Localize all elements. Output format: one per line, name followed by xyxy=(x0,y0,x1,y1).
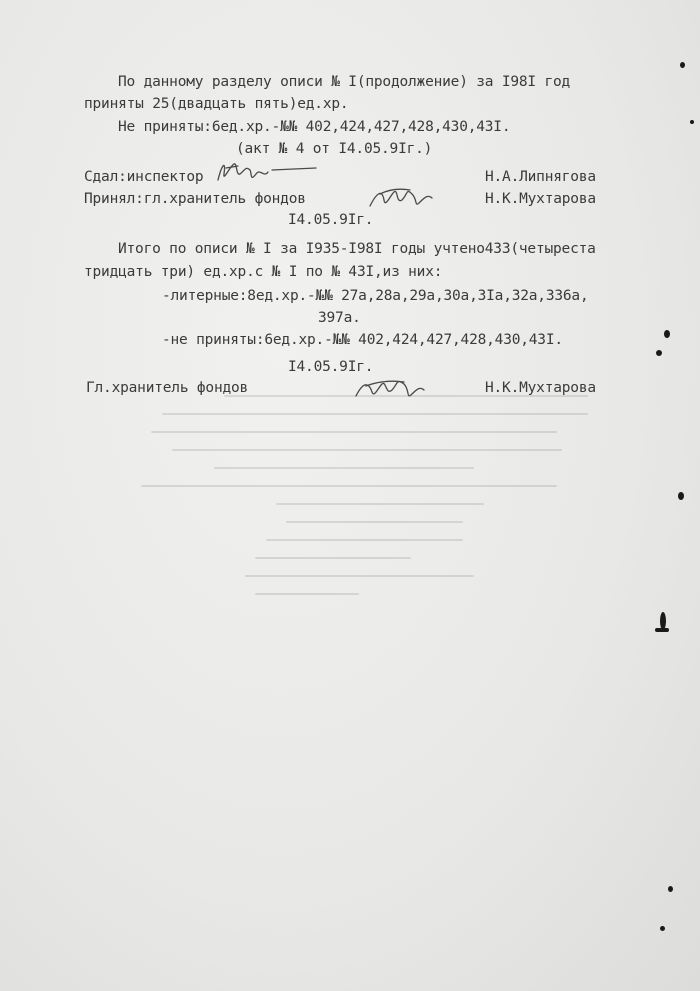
total-summary-line-1: Итого по описи № I за I935-I98I годы учтено433(четыреста xyxy=(118,241,596,257)
edge-mark xyxy=(664,330,670,338)
literal-items-line-2: 397а. xyxy=(318,310,361,326)
edge-mark xyxy=(680,62,685,68)
inspector-name: Н.А.Липнягова xyxy=(485,169,596,185)
received-by-name: Н.К.Мухтарова xyxy=(485,191,596,207)
edge-mark xyxy=(660,926,665,931)
not-accepted-line-2: -не приняты:6ед.хр.-№№ 402,424,427,428,430,43I. xyxy=(162,332,563,348)
inspector-signature xyxy=(212,156,322,188)
keeper-signature-1 xyxy=(362,180,437,214)
date-signed-1: I4.05.9Iг. xyxy=(288,212,374,228)
keeper-name: Н.К.Мухтарова xyxy=(485,380,596,396)
edge-mark xyxy=(690,120,694,124)
total-summary-line-2: тридцать три) ед.хр.с № I по № 43I,из них: xyxy=(84,264,443,280)
bleed-through-text xyxy=(120,395,640,755)
literal-items-line-1: -литерные:8ед.хр.-№№ 27а,28а,29а,30а,3Iа,32а,336а, xyxy=(162,288,589,304)
keeper-label: Гл.хранитель фондов xyxy=(86,380,249,396)
section-summary-line-1: По данному разделу описи № I(продолжение) за I98I год xyxy=(118,74,571,90)
keeper-signature-2 xyxy=(350,370,430,406)
edge-mark xyxy=(668,886,673,892)
not-accepted-line-1: Не приняты:6ед.хр.-№№ 402,424,427,428,430,43I. xyxy=(118,119,511,135)
binding-hole xyxy=(655,628,669,632)
handed-over-label: Сдал:инспектор xyxy=(84,169,204,185)
section-summary-line-2: приняты 25(двадцать пять)ед.хр. xyxy=(84,96,349,112)
date-signed-2: I4.05.9Iг. xyxy=(288,359,374,375)
edge-mark xyxy=(678,492,684,500)
act-reference: (акт № 4 от I4.05.9Iг.) xyxy=(236,141,433,157)
edge-mark xyxy=(656,350,662,356)
received-by-label: Принял:гл.хранитель фондов xyxy=(84,191,306,207)
